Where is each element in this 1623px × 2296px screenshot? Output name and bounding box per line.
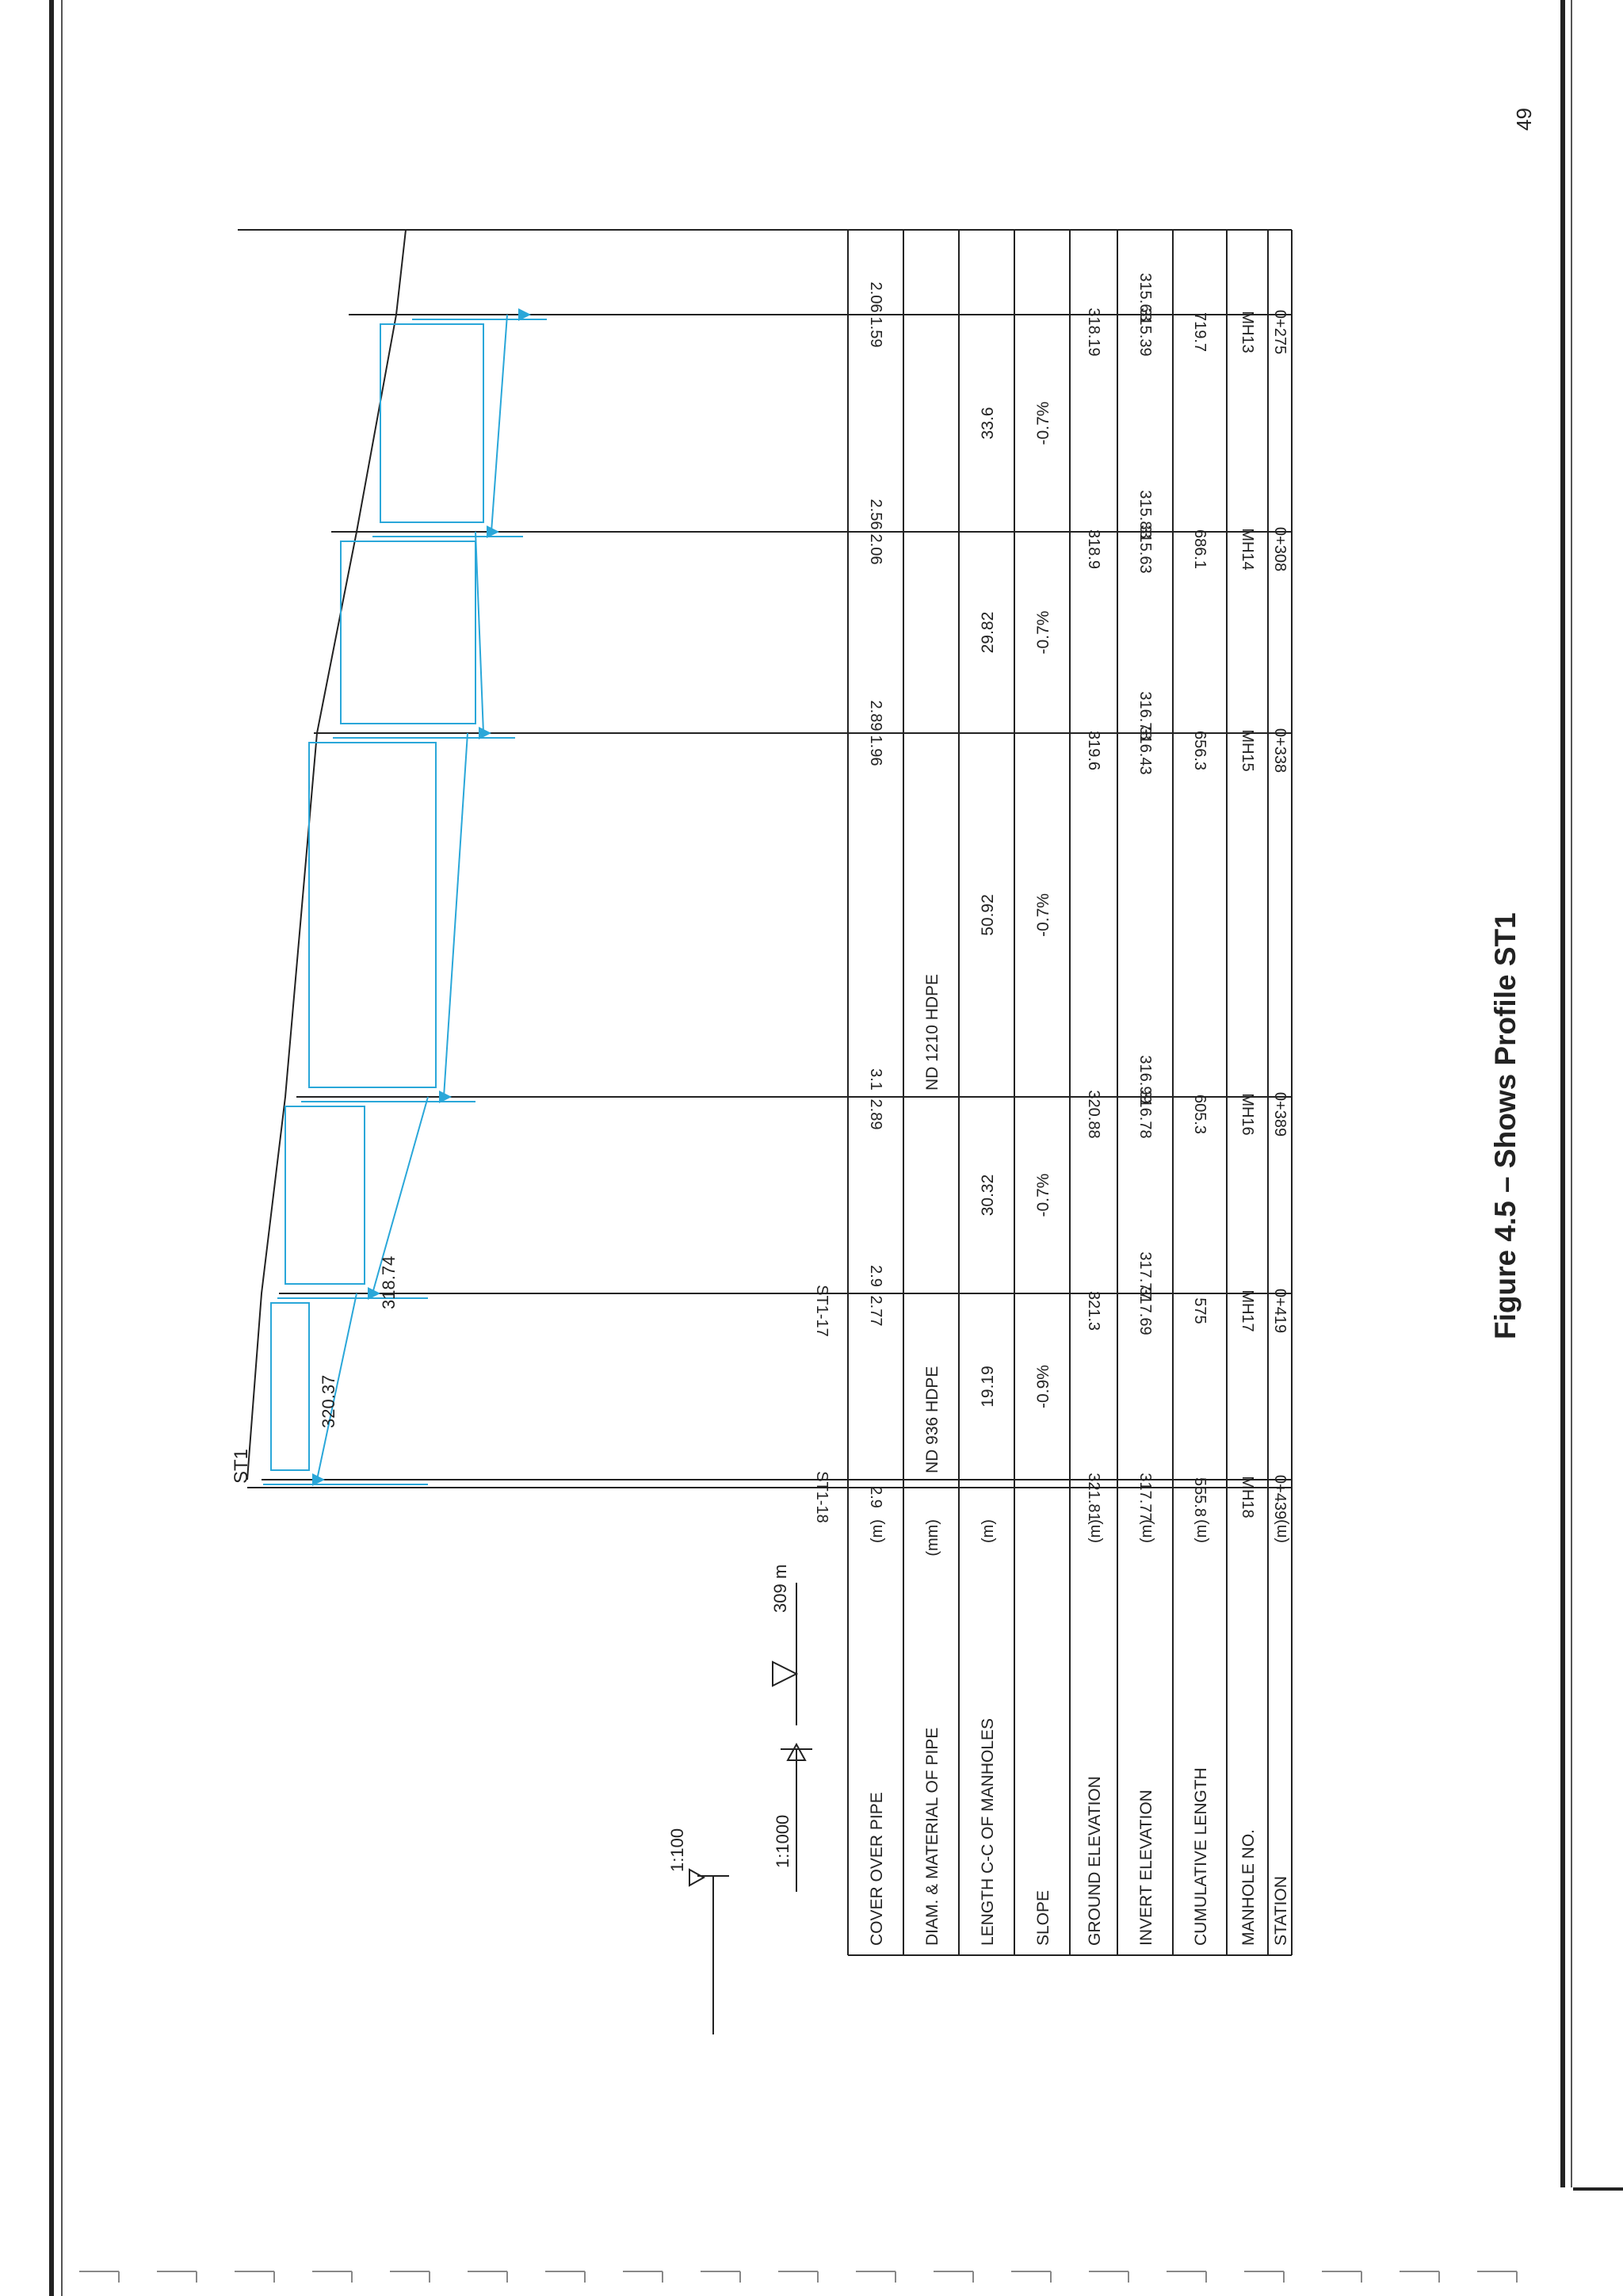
station-value: MH17 [1239,1289,1256,1332]
arrow-icon [689,1870,704,1885]
station-value: 318.9 [1085,529,1102,570]
row-unit: (m) [1193,1519,1210,1543]
segment-length: 50.92 [979,894,997,936]
segment-slope: -0.9% [1034,1365,1052,1408]
figure-caption: Figure 4.5 – Shows Profile ST1 [1489,912,1522,1339]
station-value: 316.78 [1136,1090,1154,1139]
station-value: 321.3 [1085,1290,1102,1331]
datum-label: 309 m [770,1564,790,1613]
row-unit: (m) [1138,1519,1155,1543]
station-value: 2.06 [867,533,884,565]
station-value: 2.89 [867,700,884,732]
row-label: COVER OVER PIPE [868,1792,886,1946]
profile-rotated-group [231,230,1292,2034]
station-value: 605.3 [1191,1094,1209,1135]
station-value: 0+308 [1271,526,1289,572]
scale-marker-vertical [667,1828,729,2034]
station-value: 0+389 [1271,1091,1289,1137]
station-value: 317.77 [1136,1251,1154,1301]
station-value: 656.3 [1191,730,1209,771]
segment-pipe: ND 936 HDPE [923,1366,941,1473]
station-value: 719.7 [1191,311,1209,353]
datum-marker [770,1564,796,1725]
segment-length: 29.82 [979,611,997,654]
segment-slope: -0.7% [1034,610,1052,655]
station-value: 575 [1191,1297,1209,1324]
pipe-crown-line [444,733,468,1097]
station-value: MH15 [1239,729,1256,772]
station-value: 317.69 [1136,1286,1154,1335]
station-value: 686.1 [1191,529,1209,570]
segment-slope: -0.7% [1034,893,1052,937]
station-value: 315.63 [1136,525,1154,574]
station-value: 0+275 [1271,309,1289,355]
station-value: 555.8 [1191,1477,1209,1518]
row-unit: (m) [980,1519,997,1543]
scale-marker-horizontal [773,1744,812,1892]
station-value: 320.88 [1085,1090,1102,1139]
pipe-segment-outline [285,1106,365,1284]
row-label: GROUND ELEVATION [1086,1776,1104,1946]
manhole-tag: ST1-18 [813,1471,831,1523]
row-unit: (mm) [924,1519,941,1557]
upstream-top-label: 320.37 [319,1374,338,1428]
row-label: SLOPE [1034,1889,1052,1946]
station-value: 1.96 [867,735,884,766]
pipe-crown-line [491,315,507,532]
segment-length: 19.19 [979,1366,997,1408]
station-value: 0+338 [1271,728,1289,774]
station-value: 318.19 [1085,308,1102,357]
station-value: 2.77 [867,1295,884,1327]
station-value: 2.89 [867,1098,884,1130]
segment-slope: -0.7% [1034,401,1052,445]
station-value: 315.39 [1136,308,1154,357]
segment-slope: -0.7% [1034,1173,1052,1217]
pipe-segment-outline [271,1303,309,1470]
bottom-edge-ticks [79,2271,1517,2283]
station-value: 0+419 [1271,1288,1289,1334]
row-label: DIAM. & MATERIAL OF PIPE [923,1727,941,1946]
station-value: 319.6 [1085,730,1102,771]
row-label: STATION [1272,1876,1290,1946]
station-value: 2.9 [867,1265,884,1287]
station-value: 2.06 [867,281,884,313]
station-value: 316.99 [1136,1055,1154,1104]
datum-triangle-icon [773,1662,796,1686]
station-value: MH14 [1239,528,1256,571]
station-value: 321.81 [1085,1473,1102,1522]
station-value: 2.9 [867,1486,884,1508]
row-label: LENGTH C-C OF MANHOLES [979,1717,997,1946]
manhole-tag: ST1-17 [813,1285,831,1337]
sewer-id-label: ST1 [231,1448,252,1484]
station-value: MH13 [1239,311,1256,353]
row-label: INVERT ELEVATION [1137,1790,1155,1946]
segment-length: 33.6 [979,407,997,440]
row-unit: (m) [1086,1519,1104,1543]
vertical-scale-label: 1:100 [667,1828,687,1872]
station-value: MH18 [1239,1476,1256,1519]
pipe-crown-line [475,532,483,733]
row-label: CUMULATIVE LENGTH [1192,1767,1210,1946]
station-value: 3.1 [867,1068,884,1091]
pipe-segment-outline [380,324,483,522]
page-number: 49 [1512,108,1536,131]
station-value: 1.59 [867,316,884,348]
station-value: 316.43 [1136,726,1154,775]
pipe-segment-outline [309,743,436,1087]
segment-pipe: ND 1210 HDPE [923,973,941,1091]
station-value: 317.77 [1136,1473,1154,1522]
station-value: MH16 [1239,1093,1256,1136]
station-value: 0+439 [1271,1474,1289,1520]
data-table-grid [238,230,1292,1955]
station-value: 315.83 [1136,490,1154,539]
upstream-invert-label: 318.74 [379,1255,399,1309]
station-value: 315.63 [1136,273,1154,322]
row-label: MANHOLE NO. [1239,1828,1258,1946]
station-value: 2.56 [867,499,884,530]
horizontal-scale-label: 1:1000 [773,1814,792,1868]
pipe-segment-outline [341,541,475,724]
segment-length: 30.32 [979,1174,997,1217]
row-unit: (m) [869,1519,886,1543]
row-unit: (m) [1273,1519,1290,1543]
station-value: 316.78 [1136,691,1154,740]
